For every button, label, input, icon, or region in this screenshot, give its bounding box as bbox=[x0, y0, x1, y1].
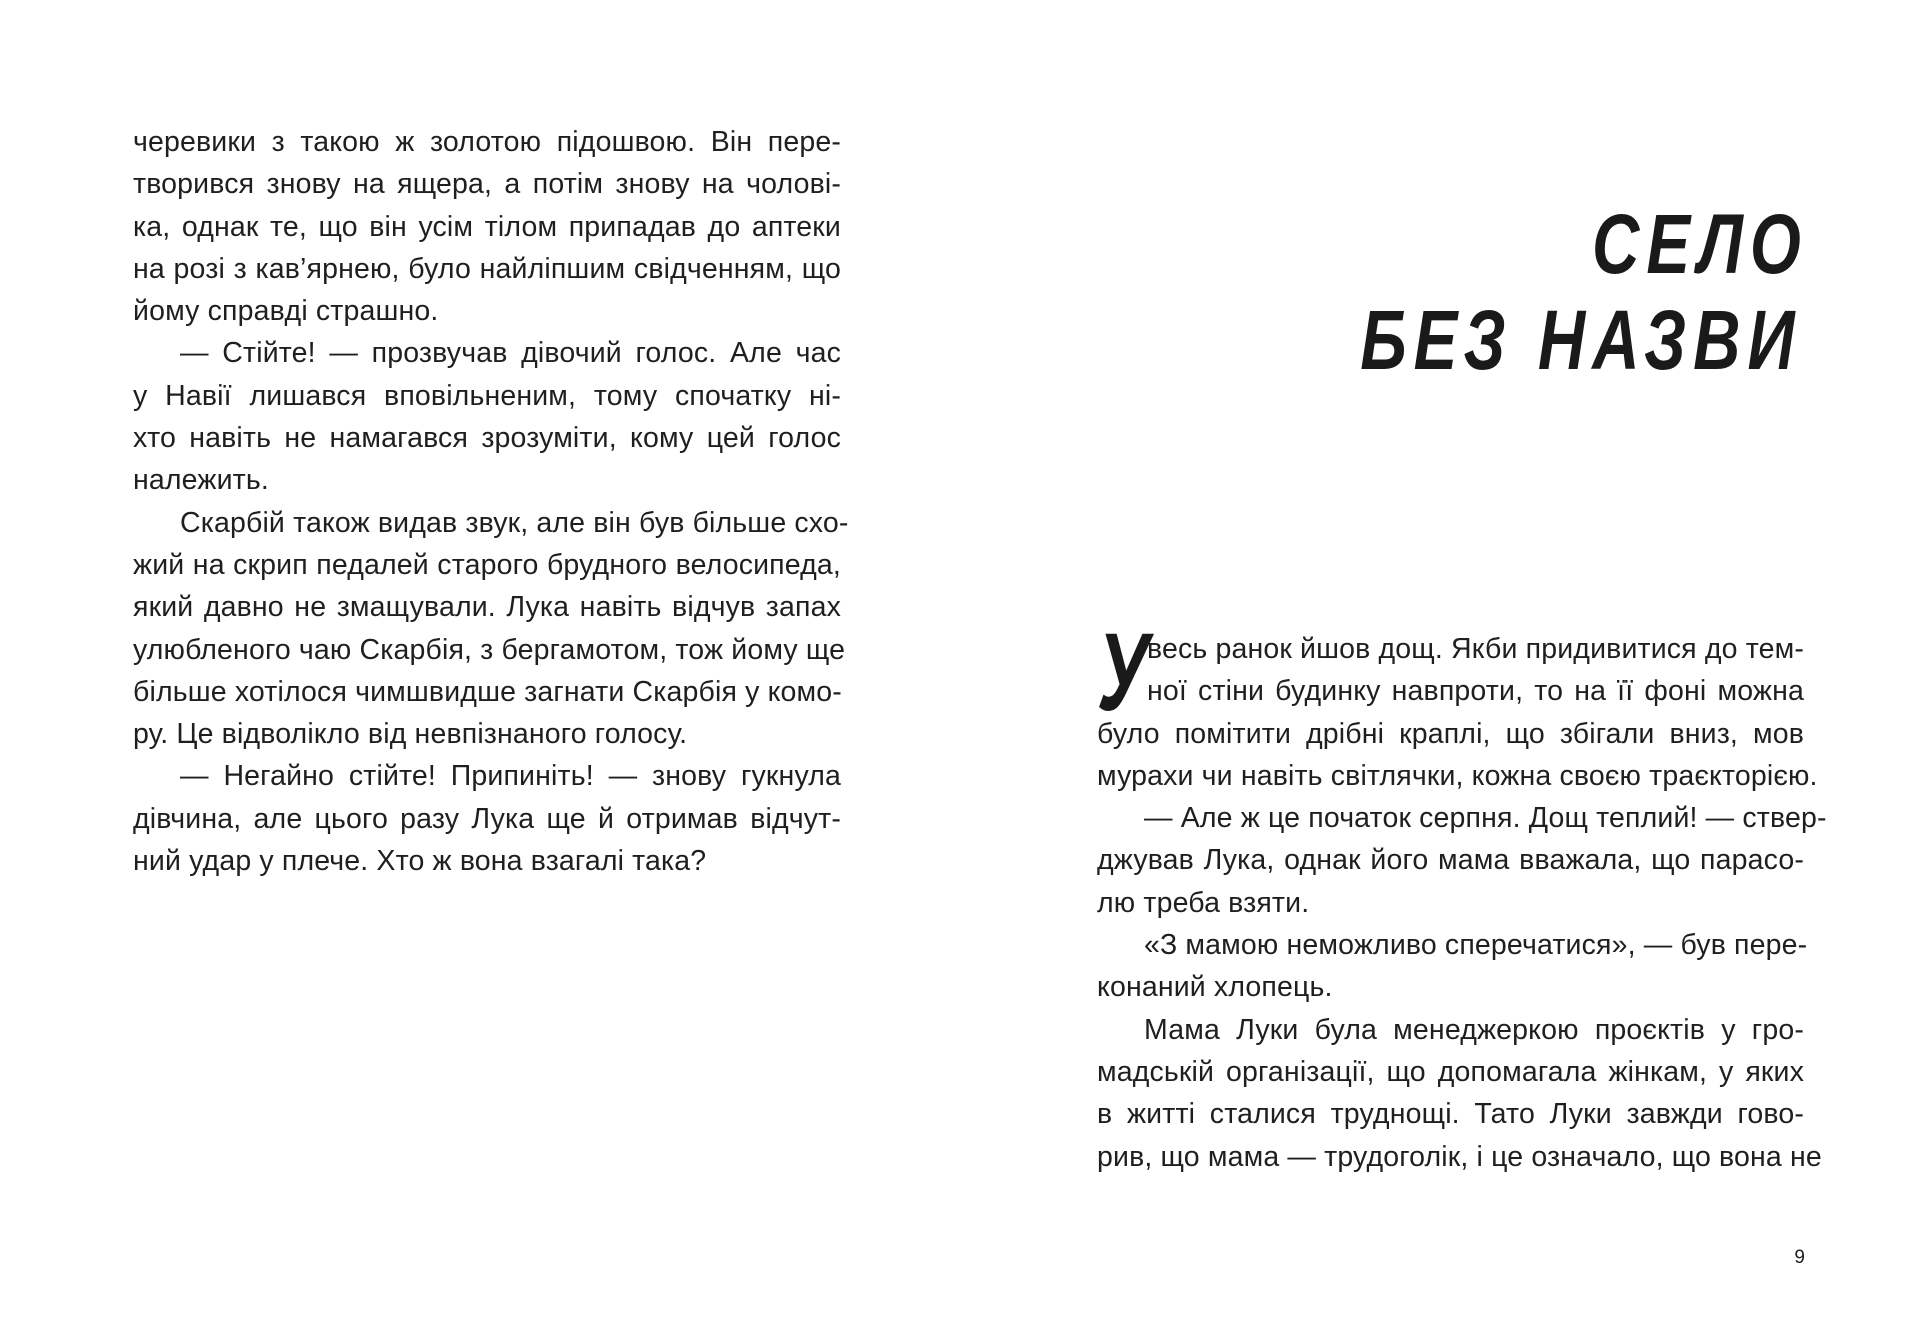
text-line: рив, що мама — трудоголік, і це означало, що вона не bbox=[1097, 1140, 1822, 1173]
text-line: — Але ж це початок серпня. Дощ теплий! — ствер- bbox=[1144, 802, 1827, 835]
right-page bbox=[960, 0, 1920, 1324]
text-line: улюбленого чаю Скарбія, з бергамотом, тож йому ще bbox=[133, 633, 846, 666]
chapter-title-line-2: БЕЗ НАЗВИ bbox=[1360, 293, 1802, 387]
text-line: мадській організації, що допомагала жінкам, у яких bbox=[1097, 1055, 1804, 1088]
text-line: більше хотілося чимшвидше загнати Скарбія у комо- bbox=[133, 675, 842, 708]
text-line: йому справді страшно. bbox=[133, 295, 439, 328]
text-line: який давно не змащували. Лука навіть відчув запах bbox=[133, 591, 841, 624]
text-line: Скарбій також видав звук, але він був більше схо- bbox=[180, 506, 849, 539]
text-line: хто навіть не намагався зрозуміти, кому цей голос bbox=[133, 422, 841, 455]
text-line: мурахи чи навіть світлячки, кожна своєю траєкторією. bbox=[1097, 759, 1818, 792]
right-page-body bbox=[1097, 611, 1827, 1178]
text-line: на розі з кав’ярнею, було найліпшим свідченням, що bbox=[133, 252, 841, 285]
text-line: творився знову на ящера, а потім знову на чолові- bbox=[133, 168, 841, 201]
text-line: ка, однак те, що він усім тілом припадав до аптеки bbox=[133, 210, 841, 243]
text-line: конаний хлопець. bbox=[1097, 971, 1333, 1004]
chapter-title bbox=[1360, 196, 1808, 388]
text-line: у Навії лишався вповільненим, тому спочатку ні- bbox=[133, 379, 841, 412]
text-line: Мама Луки була менеджеркою проєктів у гро- bbox=[1144, 1013, 1804, 1046]
text-line: належить. bbox=[133, 464, 269, 497]
text-line: черевики з такою ж золотою підошвою. Він пере- bbox=[133, 126, 841, 158]
drop-cap: У bbox=[1097, 611, 1150, 734]
text-line: ру. Це відволікло від невпізнаного голосу. bbox=[133, 718, 688, 751]
text-line: — Стійте! — прозвучав дівочий голос. Але час bbox=[180, 337, 841, 370]
chapter-title-line-1: СЕЛО bbox=[1592, 197, 1808, 291]
text-line: в житті сталися труднощі. Тато Луки завжди гово- bbox=[1097, 1098, 1804, 1131]
text-line: було помітити дрібні краплі, що збігали вниз, мов bbox=[1097, 717, 1804, 750]
page-number: 9 bbox=[1794, 1247, 1805, 1268]
text-line: весь ранок йшов дощ. Якби придивитися до тем- bbox=[1147, 633, 1804, 665]
text-line: «З мамою неможливо сперечатися», — був пере- bbox=[1144, 929, 1808, 962]
text-line: ний удар у плече. Хто ж вона взагалі така? bbox=[133, 845, 707, 878]
text-line: — Негайно стійте! Припиніть! — знову гукнула bbox=[180, 760, 841, 793]
text-line: дівчина, але цього разу Лука ще й отримав відчут- bbox=[133, 802, 841, 835]
text-line: ної стіни будинку навпроти, то на її фоні можна bbox=[1147, 675, 1804, 708]
text-line: жий на скрип педалей старого брудного велосипеда, bbox=[133, 548, 841, 581]
text-line: джував Лука, однак його мама вважала, що парасо- bbox=[1097, 844, 1804, 877]
text-line: лю треба взяти. bbox=[1097, 886, 1310, 919]
left-page-body bbox=[133, 121, 849, 882]
